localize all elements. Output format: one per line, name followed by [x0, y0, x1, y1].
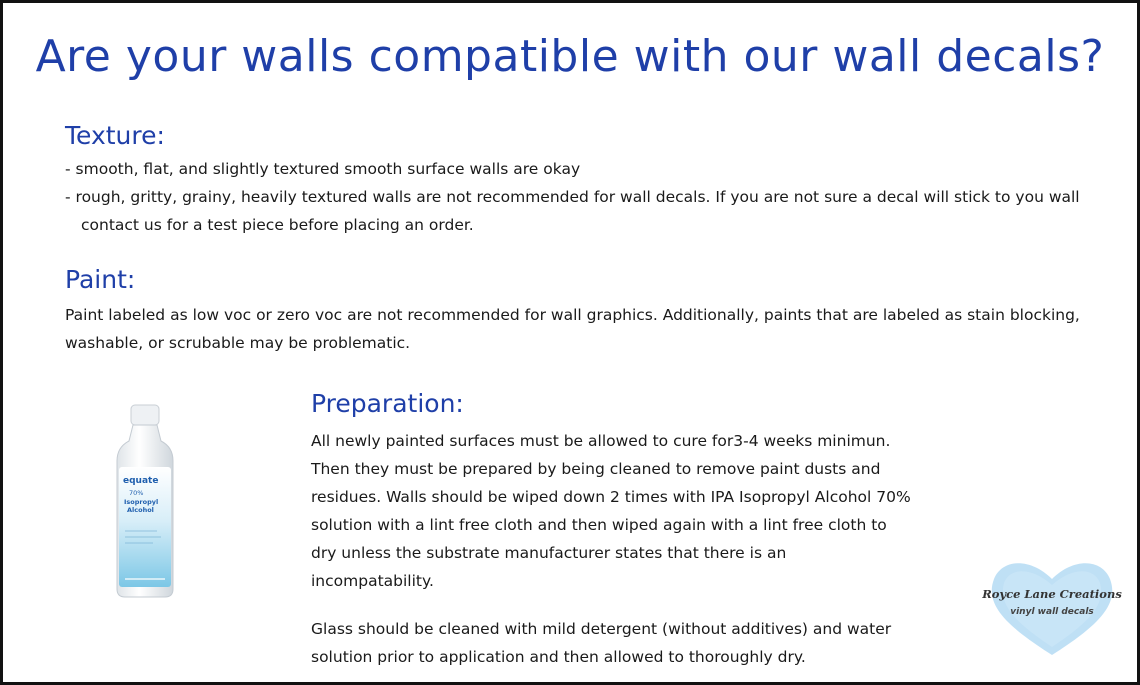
- paint-heading: Paint:: [65, 265, 136, 294]
- page-title: Are your walls compatible with our wall decals?: [35, 31, 1105, 82]
- preparation-text: All newly painted surfaces must be allowed to cure for3-4 weeks minimun. Then they must be prepared by being cleaned to remove paint dusts and residues. Walls should be wiped down 2 times with IPA Isopropyl Alcohol 70% solution with a lint free cloth and then wiped again with a lint free cloth to dry unless the substrate manufacturer states that there is an incompatability.: [311, 432, 911, 590]
- bottle-cap: [131, 405, 159, 425]
- bottle-graphic: [113, 403, 177, 599]
- logo-name: Royce Lane Creations: [982, 587, 1122, 601]
- texture-list: [65, 155, 1105, 239]
- brand-logo: [978, 555, 1126, 657]
- bottle-product-line1: Isopropyl: [124, 498, 159, 506]
- preparation-heading: Preparation:: [311, 389, 464, 418]
- bottle-percent: 70%: [129, 489, 144, 497]
- glass-preparation-text: Glass should be cleaned with mild detergent (without additives) and water solution prior to application and then allowed to thoroughly dry.: [311, 620, 892, 666]
- logo-tagline: vinyl wall decals: [1010, 607, 1094, 617]
- alcohol-bottle-icon: [113, 403, 177, 599]
- texture-heading: Texture:: [65, 121, 165, 150]
- bottle-product-line2: Alcohol: [127, 506, 154, 514]
- list-item: - rough, gritty, grainy, heavily textured walls are not recommended for wall decals. If you are not sure a decal will stick to you wall contact us for a test piece before placing an order.: [65, 183, 1105, 239]
- paint-text: Paint labeled as low voc or zero voc are not recommended for wall graphics. Additionally, paints that are labeled as stain blocking, washable, or scrubable may be problematic.: [65, 306, 1080, 352]
- bottle-brand: equate: [123, 476, 159, 486]
- list-item: - smooth, flat, and slightly textured smooth surface walls are okay: [65, 155, 1105, 183]
- heart-icon: [978, 555, 1126, 657]
- texture-section: [65, 155, 1105, 239]
